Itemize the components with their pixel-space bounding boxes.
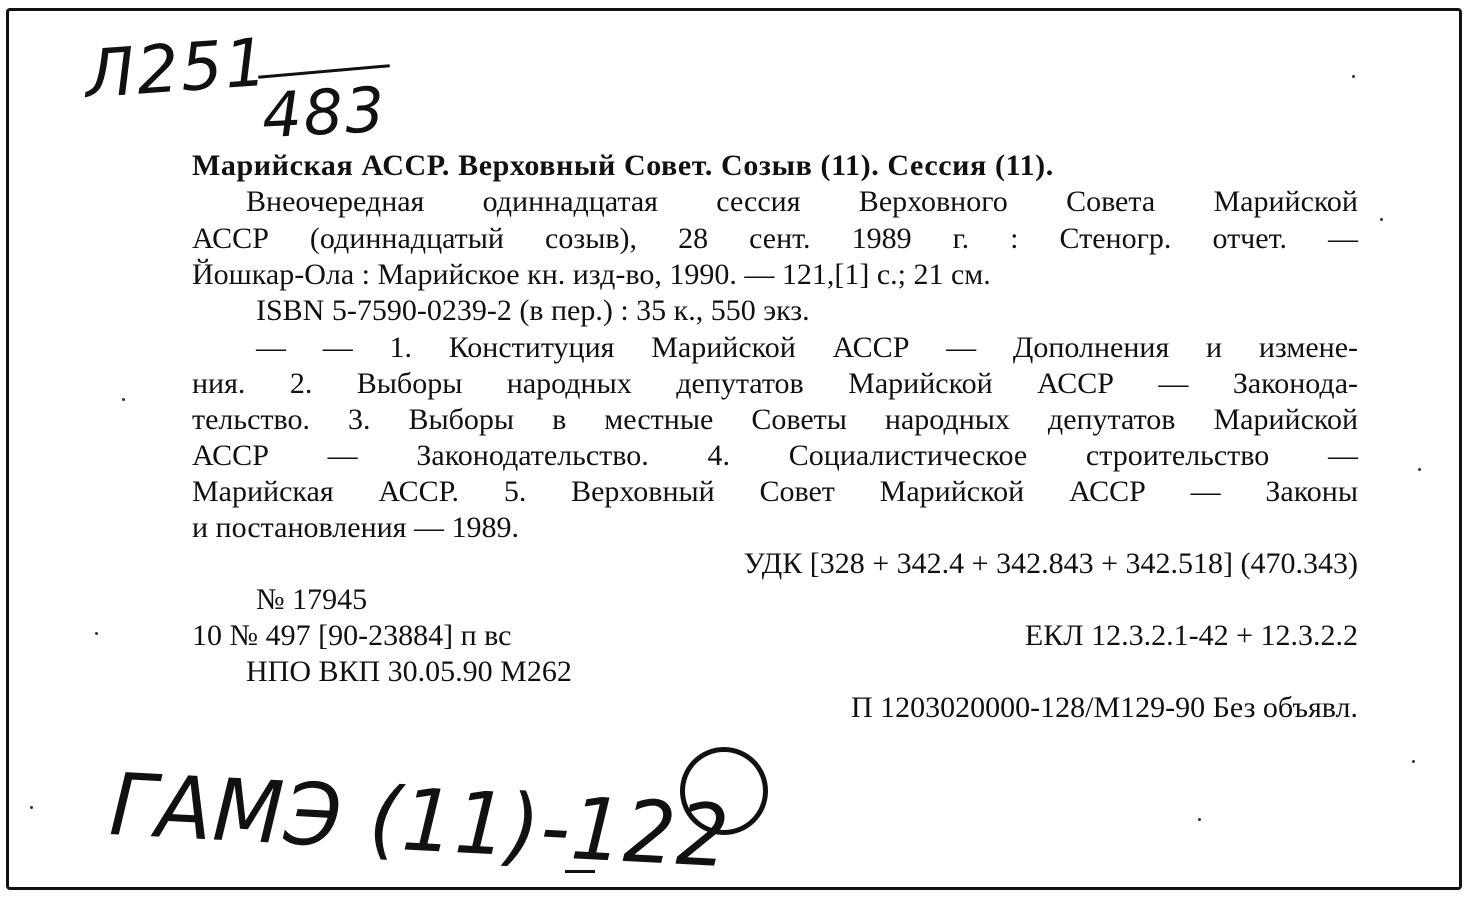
handwritten-shelf-code: ГАМЭ (11)-122: [107, 755, 733, 888]
isbn-line: ISBN 5-7590-0239-2 (в пер.) : 35 к., 550 экз.: [256, 294, 810, 327]
scan-speck: [1418, 468, 1421, 471]
title-line-2: АССР (одиннадцатый созыв), 28 сент. 1989 г. : Стеногр. отчет. —: [192, 222, 1358, 255]
subjects-line-6: и постановления — 1989.: [192, 511, 519, 544]
handwritten-sub-number: 483: [260, 72, 389, 153]
handwritten-underline: [565, 870, 595, 873]
scan-speck: [1412, 760, 1415, 763]
title-line-1: Внеочередная одиннадцатая сессия Верховного Совета Марийской: [246, 185, 1358, 218]
scan-speck: [1380, 218, 1383, 221]
card-number: № 17945: [256, 583, 368, 616]
scan-speck: [1198, 818, 1201, 821]
scan-speck: [95, 632, 98, 635]
card-heading: Марийская АССР. Верховный Совет. Созыв (11). Сессия (11).: [192, 149, 1054, 182]
subjects-line-3: тельство. 3. Выборы в местные Советы народных депутатов Марийской: [192, 403, 1358, 436]
order-line: 10 № 497 [90-23884] п вс: [192, 619, 512, 652]
udk-index: УДК [328 + 342.4 + 342.843 + 342.518] (470.343): [743, 547, 1358, 580]
title-line-3: Йошкар-Ола : Марийское кн. изд-во, 1990. — 121,[1] с.; 21 см.: [192, 258, 991, 291]
punched-hole-circle: [680, 747, 768, 835]
scan-speck: [1352, 75, 1355, 78]
subjects-line-4: АССР — Законодательство. 4. Социалистическое строительство —: [192, 439, 1358, 472]
subjects-line-1: — — 1. Конституция Марийской АССР — Дополнения и измене-: [256, 331, 1358, 364]
scan-speck: [122, 398, 125, 401]
price-code: П 1203020000-128/М129-90 Без объявл.: [851, 691, 1358, 724]
handwritten-call-number: Л251: [82, 23, 272, 114]
subjects-line-5: Марийская АССР. 5. Верховный Совет Марийской АССР — Законы: [192, 475, 1358, 508]
subjects-line-2: ния. 2. Выборы народных депутатов Марийской АССР — Законода-: [192, 367, 1358, 400]
scan-speck: [30, 806, 33, 809]
ekl-index: ЕКЛ 12.3.2.1-42 + 12.3.2.2: [1024, 619, 1358, 652]
npo-line: НПО ВКП 30.05.90 М262: [246, 655, 572, 688]
